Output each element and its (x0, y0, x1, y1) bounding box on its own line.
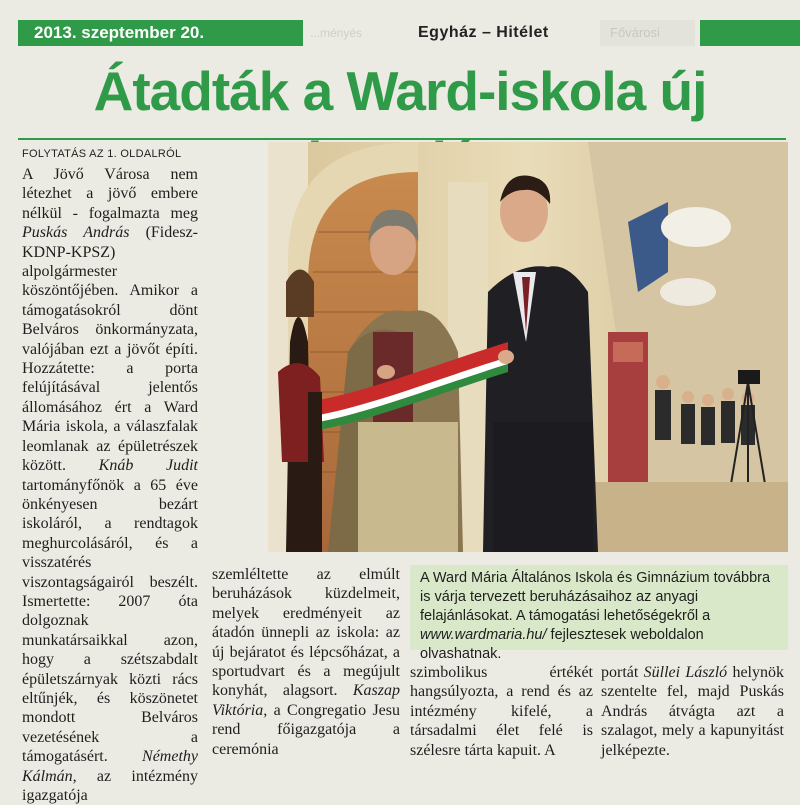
adjacent-page-header-right: Fővárosi (600, 20, 695, 46)
person-name: Kaszap Viktória, (212, 682, 400, 719)
adjacent-page-header-left: ...ményés (310, 26, 363, 40)
article-headline: Átadták a Ward-iskola új (93, 60, 707, 122)
article-column-3: szimbolikus értékét hangsúlyozta, a rend és az intézmény kifelé, a társadalmi élet felé is szélesre tárta kapuit. A (410, 664, 593, 759)
photo-caption-box: A Ward Mária Általános Iskola és Gimnázium továbbra is várja tervezett beruházásaihoz az anyagi felajánlásokat. A támogatási lehetőségekről a www.wardmaria.hu/ fejlesztesek weboldalon olvashatnak. (410, 565, 788, 650)
person-name: Knáb Judit (98, 457, 198, 475)
article-column-2: szemléltette az elmúlt beruházások küzdelmeit, melyek eredményeit az átadón ünnepli az iskola: az új bejáratot és lépcsőházat, a sportudvart és a megújult konyhát, alagsort. Kaszap Viktória, a Congregatio Jesu rend főigazgatója a ceremónia (212, 566, 401, 758)
header-green-tab (700, 20, 800, 46)
continuation-note: FOLYTATÁS AZ 1. OLDALRÓL (22, 148, 182, 160)
person-name: Némethy Kálmán, (22, 748, 198, 785)
person-name: Süllei László (643, 664, 728, 681)
website-link[interactable]: www.wardmaria.hu/ (420, 627, 547, 643)
page-header (0, 0, 800, 50)
issue-date: 2013. szeptember 20. (18, 20, 303, 46)
headline-rule (18, 138, 786, 140)
ribbon-cutting-photo (268, 142, 788, 552)
article-column-1: A Jövő Városa nem létezhet a jövő embere nélkül - fogalmazta meg Puskás András (Fidesz-KDNP-KPSZ) alpolgármester köszöntőjében. Amikor a támogatásokról dönt Belváros önkormányzata, valójában ezt a jövőt építi. Hozzátette: a porta felújításával jelentős állomásához ért a Ward Mária iskola, a válaszfalak leomlanak az épületrészek között. Knáb Judit tartományfőnök a 65 éve önkényesen bezárt iskoláról, a rendtagok meghurcolásáról, és a visszatérés viszontagságairól beszélt. Ismertette: 2007 óta dolgoznak munkatársaikkal azon, hogy a szétszabdalt épületszárnyak közti rács eltűnjék, és köszönetet mondott Belváros vezetésének a támogatásért. Némethy Kálmán, az intézmény igazgatója (22, 166, 199, 804)
section-label: Egyház – Hitélet (418, 24, 549, 41)
person-name: Puskás András (22, 224, 130, 242)
article-column-4: portát Süllei László helynök szentelte fel, majd Puskás András átvágta azt a szalagot, mely a kapunyitást jelképezte. (601, 664, 784, 759)
